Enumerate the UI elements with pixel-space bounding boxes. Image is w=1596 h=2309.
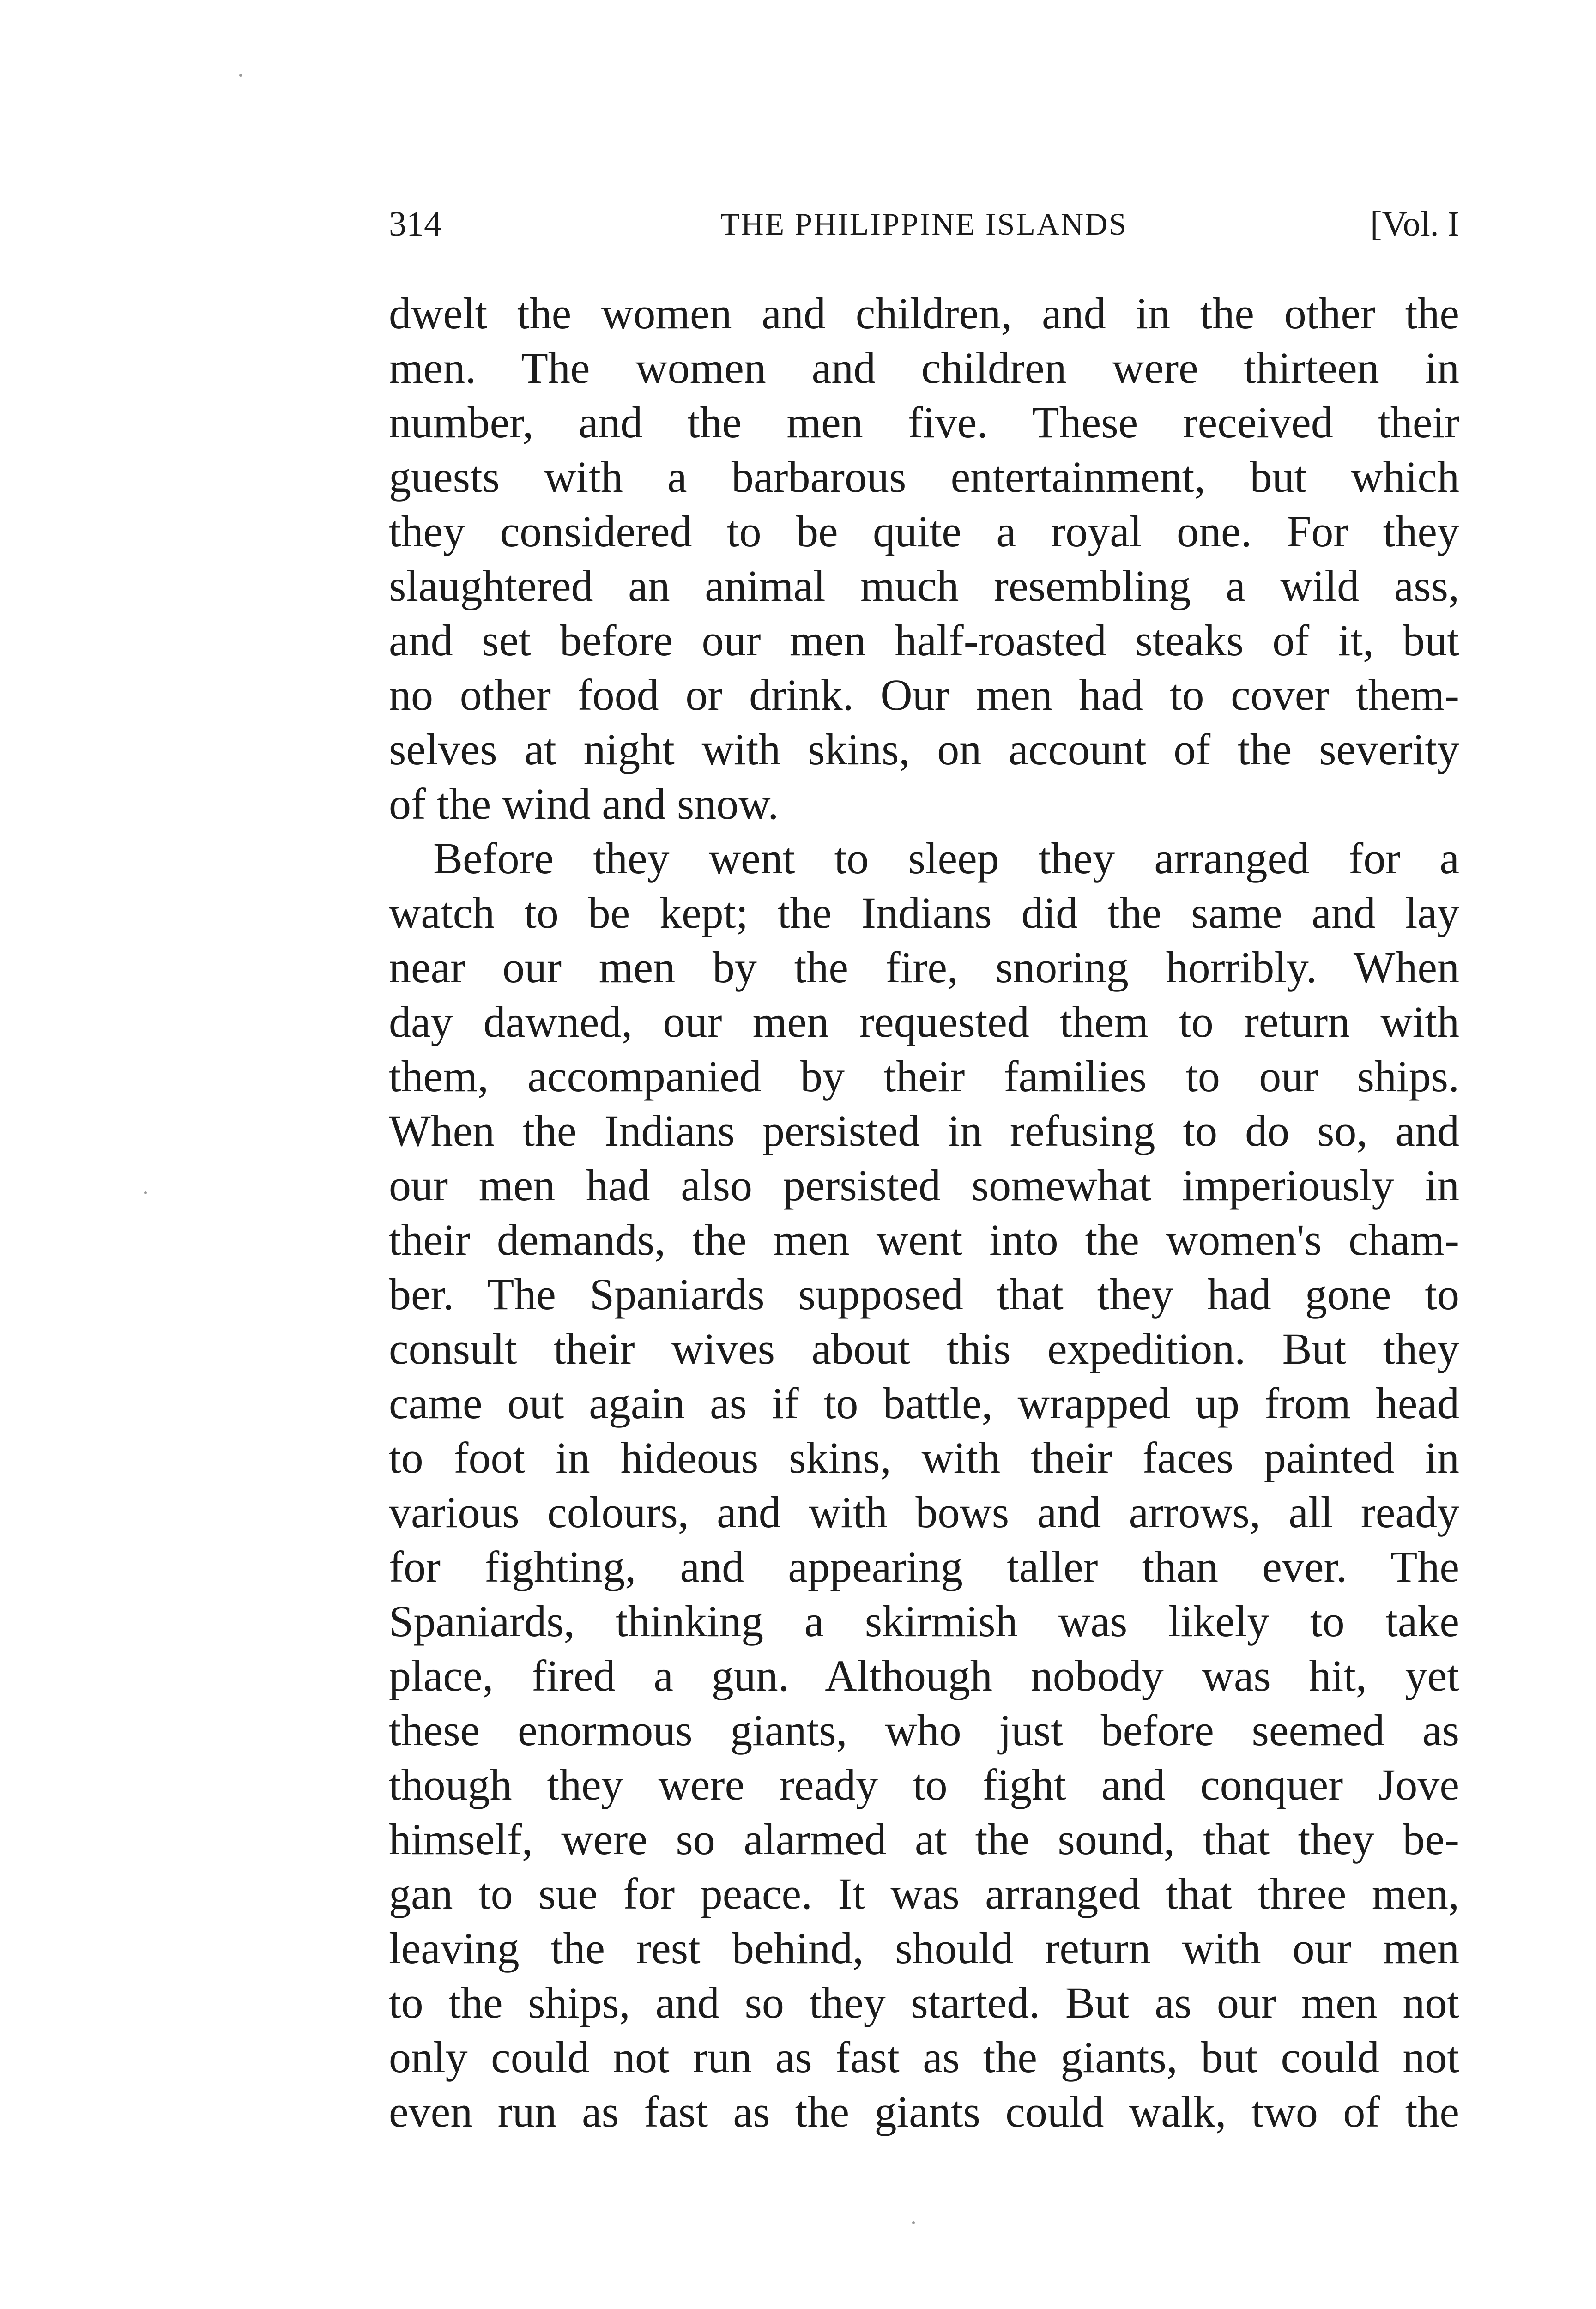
body-text <box>389 286 1459 2139</box>
paragraph-start-line: Before they went to sleep they arranged for a <box>433 834 1459 883</box>
text-line: place, fired a gun. Although nobody was hit, yet <box>389 1651 1459 1700</box>
text-line: came out again as if to battle, wrapped up from head <box>389 1378 1459 1428</box>
text-line: our men had also persisted somewhat imperiously in <box>389 1161 1459 1210</box>
text-line: guests with a barbarous entertainment, but which <box>389 452 1459 502</box>
text-line: their demands, the men went into the women's cham- <box>389 1215 1459 1264</box>
text-line: and set before our men half-roasted steaks of it, but <box>389 616 1459 665</box>
text-line: gan to sue for peace. It was arranged that three men, <box>389 1869 1459 1918</box>
text-line: these enormous giants, who just before seemed as <box>389 1705 1459 1755</box>
text-line: only could not run as fast as the giants, but could not <box>389 2032 1459 2082</box>
running-title: THE PHILIPPINE ISLANDS <box>720 206 1128 242</box>
text-line: near our men by the fire, snoring horribly. When <box>389 943 1459 992</box>
text-line: slaughtered an animal much resembling a wild ass, <box>389 561 1459 610</box>
text-line: consult their wives about this expedition. But they <box>389 1324 1459 1373</box>
volume-label: [Vol. I <box>1370 205 1459 243</box>
running-head <box>389 199 1459 249</box>
text-line: they considered to be quite a royal one. For they <box>389 507 1459 556</box>
text-line: ber. The Spaniards supposed that they had gone to <box>389 1269 1459 1319</box>
paragraph-end-line: of the wind and snow. <box>389 779 779 828</box>
text-line: them, accompanied by their families to our ships. <box>389 1052 1459 1101</box>
text-line: no other food or drink. Our men had to cover them- <box>389 670 1459 719</box>
text-line: himself, were so alarmed at the sound, that they be- <box>389 1814 1459 1864</box>
text-line: though they were ready to fight and conquer Jove <box>389 1760 1459 1809</box>
text-line: men. The women and children were thirteen in <box>389 343 1459 393</box>
text-line: leaving the rest behind, should return with our men <box>389 1923 1459 1973</box>
text-line: to the ships, and so they started. But as our men not <box>389 1978 1459 2027</box>
text-line: number, and the men five. These received their <box>389 398 1459 447</box>
text-line: When the Indians persisted in refusing to do so, and <box>389 1106 1459 1155</box>
text-line: even run as fast as the giants could walk, two of the <box>389 2087 1459 2136</box>
text-line: various colours, and with bows and arrows, all ready <box>389 1487 1459 1537</box>
paper-speck <box>144 1191 147 1194</box>
paper-speck <box>239 74 242 77</box>
text-line: day dawned, our men requested them to return with <box>389 997 1459 1046</box>
text-line: to foot in hideous skins, with their faces painted in <box>389 1433 1459 1482</box>
text-line: dwelt the women and children, and in the other the <box>389 289 1459 338</box>
text-line: watch to be kept; the Indians did the same and lay <box>389 888 1459 937</box>
paper-speck <box>912 2221 915 2224</box>
text-line: for fighting, and appearing taller than ever. The <box>389 1542 1459 1591</box>
text-line: selves at night with skins, on account of the severity <box>389 725 1459 774</box>
text-line: Spaniards, thinking a skirmish was likely to take <box>389 1596 1459 1646</box>
page-number: 314 <box>389 205 441 243</box>
